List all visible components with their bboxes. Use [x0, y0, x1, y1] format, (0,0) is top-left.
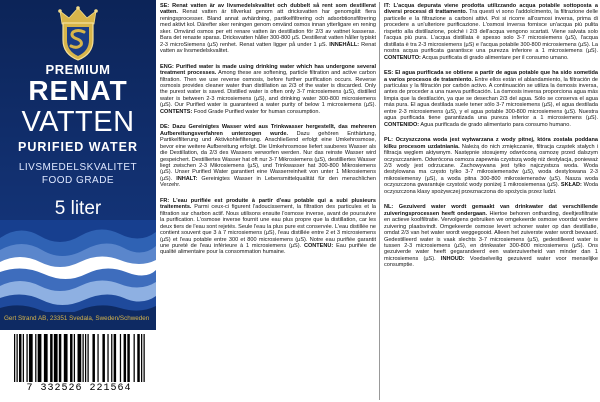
text-block-fr [160, 195, 376, 256]
heading-de: DE: Dazu Gereinigtes Wasser wird aus Trinkwasser hergestellt, das mehreren Aufbereitungsverfahren unterzogen wurde. [160, 124, 376, 137]
brand-premium: PREMIUM [45, 62, 111, 77]
body-se: Renat vatten är tillverkat genom att dricksvatten har genomgått flera reningsprocesser. Bland annat avhärdning, partikelfiltrering och adsorbtionsfiltrering med aktivt kol. Därefter sker reningen genom omvänd osmos innan ytterligare en rening sker. Omvänd osmos per ett renare vatten än destillation för 2/3 av vattnet kasseras. Bara det renaste sparas. Dricksvatten håller 300-800 µS. Destillerat vatten håller typiskt 2-3 microSiemens (µS) renhet. Renat vatten ligger på under 1 µS. [160, 9, 376, 48]
heading-nl: NL: Gezuiverd water wordt gemaakt van drinkwater dat verschillende zuiveringsprocessen heeft ondergaan. [384, 204, 598, 217]
volume-label: 5 liter [54, 198, 102, 219]
heading-es: ES: El agua purificada se obtiene a partir de agua potable que ha sido sometida a varios procesos de tratamiento. [384, 70, 598, 83]
heading-it: IT: L'acqua depurata viene prodotta utilizzando acqua potabile sottoposta a diversi processi di trattamento. [384, 3, 598, 16]
brand-title-line2: VATTEN [21, 106, 135, 138]
body-de: Dazu gehören Enthärtung, Partikelfilterung und Aktivkohlefilterung. Anschließend erfolgt eine Umkehrosmose, bevor eine weitere Aufbereitung erfolgt. Die Umkehrosmose liefert sauberes Wasser als die Destillation, da 2/3 des Wassers verworfen werden. Nur das reinste Wasser wird gespeichert. Destilliertes Wasser hat oft nur 3-7 Mikrosiemens (µS), destilliertes Wasser liegt zwischen 2-3 Mikrosiemens (µS), und Trinkwasser hat 300-800 Mikrosiemens (µS). Unser Purified Water garantiert eine Wasserreinheit von unter 1 Mikrosiemens (µS). [160, 130, 376, 182]
text-block-de [160, 121, 376, 189]
contents-es: Agua purificada de grado alimentario para consumo humano. [420, 121, 571, 128]
heading-se: SE: Renat vatten är av livsmedelskvalitet och dubbelt så rent som destillerat vatten. [160, 3, 376, 16]
contents-it: Acqua purificata di grado alimentare per il consumo umano. [422, 54, 569, 61]
text-column-right [384, 0, 598, 402]
column-divider [379, 2, 380, 400]
label-contenuto-it: CONTENUTO: [384, 54, 421, 61]
label-inhoud-nl: INHOUD: [440, 255, 465, 262]
label-contenido-es: CONTENIDO: [384, 121, 420, 128]
body-pl: Należą do nich zmiękczanie, filtracja cząstek stałych i filtracja węglem aktywnym. Następnie stosujemy odwróconą osmozę przed dalszym oczyszczaniem. Odwrócona osmoza zapewnia czystszą wodę niż destylacja, ponieważ 2/3 wody jest odrzucane. Zachowywana jest tylko najczystsza woda. Woda destylowana ma często tylko 3-7 mikrosiemensów (µS), woda destylowana 2-3 mikrosiemensy (µS), a woda pitna 300-800 mikrosiemensów (µS). Nasza woda oczyszczona gwarantuje czystość wody poniżej 1 mikrosiemensa (µS). [384, 143, 598, 189]
quality-swedish: LIVSMEDELSKVALITET [18, 162, 138, 173]
text-block-it [384, 0, 598, 61]
label-contents-eng: CONTENTS: [160, 108, 193, 115]
barcode-icon [14, 334, 146, 382]
contents-pl: Woda oczyszczona klasy spożywczej przeznaczona do spożycia przez ludzi. [384, 182, 598, 195]
body-eng: Among these are softening, particle filtration and active carbon filtration. Then we use reverse osmosis, before further purification occurs. Reverse osmosis provides cleaner water than distillation as 2/3 of the water is discarded. Only the purest water is saved. Distilled water is often only 3-7 microsiemens (µS), distilled water is between 2-3 microsiemens (µS), and drinking water 300-800 microsiemens (µS). Our Purified water is guaranteed a water purity of below 1 microsiemens (µS). [160, 70, 376, 109]
heading-pl: PL: Oczyszczona woda jest wytwarzana z wody pitnej, która została poddana kilku procesom uzdatniania. [384, 137, 598, 150]
body-es: Entre ellos están el ablandamiento, la filtración de partículas y la filtración por carbón activo. A continuación se utiliza la ósmosis inversa, antes de proceder a una nueva purificación. La ósmosis inversa proporciona agua más limpia que la destilación, ya que se desechan 2/3 del agua. Sólo se conserva el agua más pura. El agua destilada suele tener sólo 3-7 microsiemens (µS), el agua destilada entre 2-3 microsiemens (µS), y el agua potable 300-800 microsiemens (µS). Nuestra agua purificada tiene garantizada una pureza inferior a 1 microsiemens (µS). [384, 76, 598, 122]
manufacturer-address: Gert Strand AB, 23351 Svedala, Sweden/Schweden [4, 315, 150, 322]
quality-english: FOOD GRADE [41, 175, 115, 186]
brand-title-line1: RENAT [28, 75, 128, 106]
shield-logo-icon [60, 20, 96, 62]
contents-de: Gereinigtes Wasser in Lebensmittelqualität für den menschlichen Verzehr. [160, 175, 376, 189]
heading-eng: ENG: Purified water is made using drinking water which has undergone several treatment processes. [160, 63, 376, 77]
contents-eng: Food Grade Purified water for human consumption. [193, 108, 321, 115]
text-block-nl [384, 201, 598, 269]
contents-fr: Eau purifiée de qualité alimentaire pour la consommation humaine. [160, 242, 376, 256]
barcode-number: 7 332526 221564 [26, 383, 132, 394]
text-block-eng [160, 61, 376, 116]
body-fr: Parmi ceux-ci figurent l'adoucissement, la filtration des particules et la filtration sur charbon actif. Nous utilisons ensuite l'osmose inverse, avant de poursuivre la purification. L'osmose inverse fournit une eau plus propre que la distillation, car les deux tiers de l'eau sont rejetés. Seule l'eau la plus pure est conservée. L'eau distillée ne contient souvent que 3 à 7 microsiemens (µS), l'eau distillée entre 2 et 3 microsiemens (µS) et l'eau potable entre 300 et 800 microsiemens (µS). Notre eau purifiée garantit une pureté de l'eau inférieure à 1 microsiemens (µS). [160, 204, 376, 249]
product-subtitle: PURIFIED WATER [17, 140, 139, 154]
contents-se: Renat vatten av livsmedelskvalitet. [160, 41, 376, 55]
text-block-se [160, 0, 376, 55]
label-sklad-pl: SKŁAD: [560, 182, 582, 189]
text-column-middle [160, 0, 376, 402]
label-inhall-se: INNEHÅLL: [329, 41, 360, 48]
body-it: Tra questi vi sono l'addolcimento, la filtrazione delle particelle e la filtrazione a carboni attivi. Poi si ricorre all'osmosi inversa, prima di procedere a un'ulteriore purificazione. L'osmosi inversa fornisce un'acqua più pulita rispetto alla distillazione, poiché i 2/3 dell'acqua vengono scartati. Viene salvata solo l'acqua più pura. L'acqua distillata è spesso solo 3-7 microsiemens (µS), l'acqua distillata è tra 2-3 microsiemens (µS) e l'acqua potabile 300-800 microsiemens (µS). La nostra acqua purificata garantisce una purezza inferiore a 1 microsiemens (µS). [384, 9, 598, 55]
body-nl: Hiertoe behoren ontharding, deeltjesfiltratie en actieve koolfiltratie. Vervolgens gebruiken we omgekeerde osmose voordat verdere zuivering plaatsvindt. Omgekeerde osmose levert schoner water op dan destillatie, omdat 2/3 van het water wordt weggegooid. Alleen het zuiverste water wordt bewaard. Gedestilleerd water is vaak slechts 3-7 microsiemens (µS), gedestilleerd water is tussen 2-3 microsiemens (µS), en drinkwater 300-800 microsiemens (µS). Ons gezuiverde water heeft gegarandeerd een waterzuiverheid van minder dan 1 microsiemens (µS). [384, 210, 598, 262]
label-inhalt-de: INHALT: [176, 175, 198, 182]
text-block-es [384, 67, 598, 128]
text-block-pl [384, 134, 598, 195]
label-contenu-fr: CONTENU: [303, 242, 334, 249]
heading-fr: FR: L'eau purifiée est produite à partir d'eau potable qui a subi plusieurs traitements. [160, 197, 376, 211]
contents-nl: Voedselveilig gezuiverd water voor menselijke consumptie. [384, 255, 598, 269]
waves-graphic [0, 220, 156, 322]
front-label [0, 0, 156, 402]
